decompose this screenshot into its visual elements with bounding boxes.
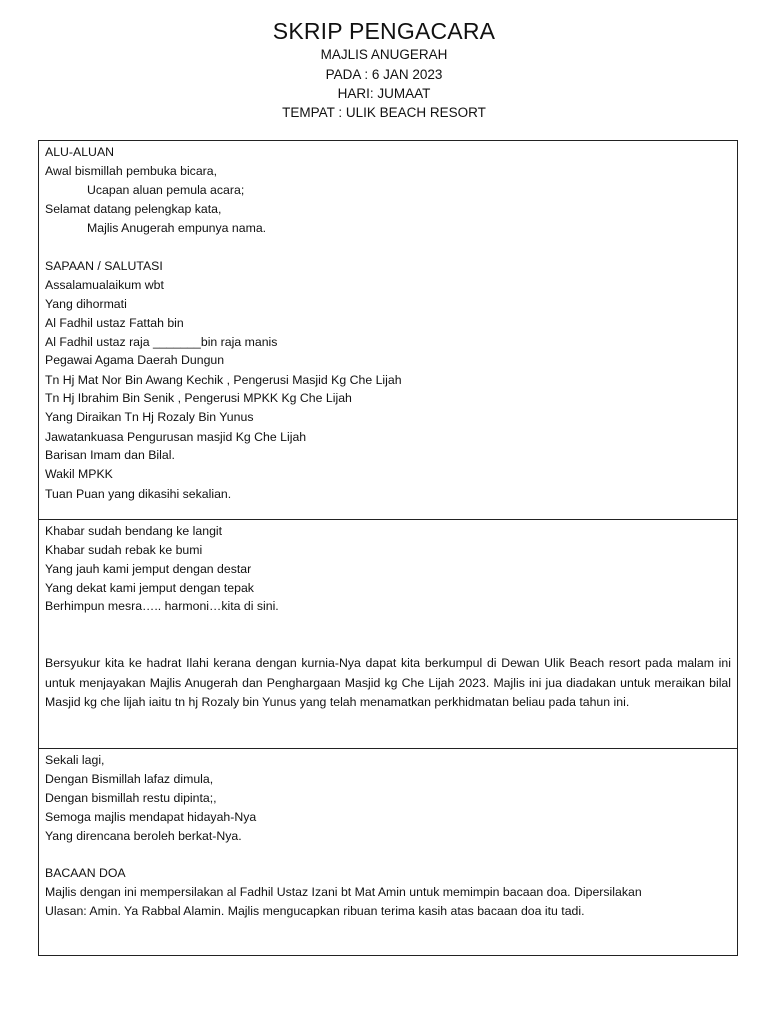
pantun-line: Yang dekat kami jemput dengan tepak <box>45 581 254 595</box>
pantun-line: Ucapan aluan pemula acara; <box>87 183 245 197</box>
section-heading: ALU-ALUAN <box>45 145 115 159</box>
section-prayer <box>39 749 737 955</box>
section-heading: BACAAN DOA <box>45 866 126 880</box>
salutation-line: Yang dihormati <box>45 297 127 311</box>
event-name: MAJLIS ANUGERAH <box>320 47 448 62</box>
salutation-line: Barisan Imam dan Bilal. <box>45 448 175 462</box>
salutation-line: Pegawai Agama Daerah Dungun <box>45 353 225 367</box>
event-date: PADA : 6 JAN 2023 <box>325 67 443 82</box>
document-title: SKRIP PENGACARA <box>272 18 496 44</box>
prayer-line: Ulasan: Amin. Ya Rabbal Alamin. Majlis mengucapkan ribuan terima kasih atas bacaan doa itu tadi. <box>45 904 585 918</box>
script-table <box>38 140 738 956</box>
opening-paragraph: Bersyukur kita ke hadrat Ilahi kerana dengan kurnia-Nya dapat kita berkumpul di Dewan Ulik Beach resort pada malam ini untuk menjayakan Majlis Anugerah dan Penghargaan Masjid kg Che Lijah 2023. Majlis ini jua diadakan untuk meraikan bilal Masjid kg che lijah iaitu tn hj Rozaly bin Yunus yang telah menamatkan perkhidmatan beliau pada tahun ini. <box>45 656 731 709</box>
pantun-line: Majlis Anugerah empunya nama. <box>87 221 267 235</box>
salutation-line: Jawatankuasa Pengurusan masjid Kg Che Lijah <box>45 430 307 444</box>
salutation-line: Wakil MPKK <box>45 467 113 481</box>
event-venue: TEMPAT : ULIK BEACH RESORT <box>282 105 486 120</box>
section-heading: SAPAAN / SALUTASI <box>45 259 163 273</box>
pantun-line: Sekali lagi, <box>45 753 105 767</box>
event-day: HARI: JUMAAT <box>337 86 431 101</box>
pantun-line: Yang jauh kami jemput dengan destar <box>45 562 252 576</box>
pantun-line: Khabar sudah bendang ke langit <box>45 524 223 538</box>
pantun-line: Yang direncana beroleh berkat-Nya. <box>45 829 242 843</box>
pantun-line: Semoga majlis mendapat hidayah-Nya <box>45 810 257 824</box>
salutation-line: Al Fadhil ustaz raja _______bin raja manis <box>45 335 278 349</box>
section-opening <box>39 520 737 749</box>
salutation-line: Tuan Puan yang dikasihi sekalian. <box>45 487 232 501</box>
pantun-line: Dengan Bismillah lafaz dimula, <box>45 772 214 786</box>
pantun-line: Dengan bismillah restu dipinta;, <box>45 791 217 805</box>
section-welcome <box>39 141 737 520</box>
pantun-line: Awal bismillah pembuka bicara, <box>45 164 218 178</box>
pantun-line: Selamat datang pelengkap kata, <box>45 202 222 216</box>
salutation-line: Tn Hj Ibrahim Bin Senik , Pengerusi MPKK Kg Che Lijah <box>45 391 352 405</box>
salutation-line: Yang Diraikan Tn Hj Rozaly Bin Yunus <box>45 410 254 424</box>
pantun-line: Khabar sudah rebak ke bumi <box>45 543 203 557</box>
prayer-line: Majlis dengan ini mempersilakan al Fadhil Ustaz Izani bt Mat Amin untuk memimpin bacaan doa. Dipersilakan <box>45 885 642 899</box>
salutation-line: Tn Hj Mat Nor Bin Awang Kechik , Pengerusi Masjid Kg Che Lijah <box>45 373 402 387</box>
pantun-line: Berhimpun mesra….. harmoni…kita di sini. <box>45 599 279 613</box>
salutation-line: Assalamualaikum wbt <box>45 278 164 292</box>
salutation-line: Al Fadhil ustaz Fattah bin <box>45 316 184 330</box>
